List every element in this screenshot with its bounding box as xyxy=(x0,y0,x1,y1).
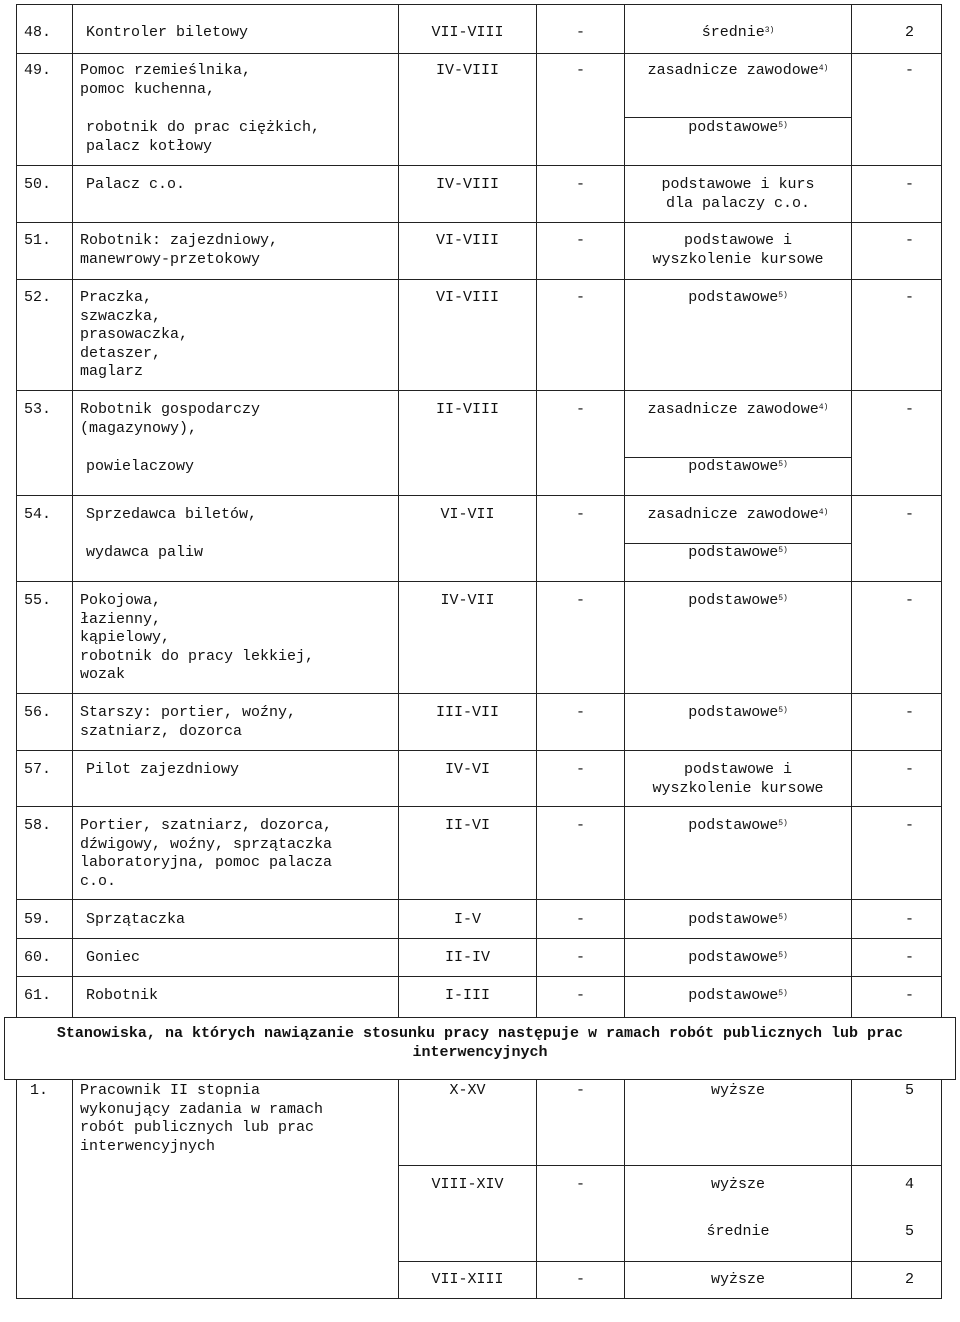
footnote-ref: 4) xyxy=(818,508,829,517)
experience-cell: 5 xyxy=(904,1082,914,1099)
grade-range: II-VI xyxy=(444,817,490,834)
row-number: 50. xyxy=(24,176,52,193)
grid-line xyxy=(16,279,942,280)
dash-cell: - xyxy=(575,704,585,721)
grade-range: VIII-XIV xyxy=(431,1176,504,1193)
footnote-ref: 5) xyxy=(778,546,788,555)
grade-range: X-XV xyxy=(449,1082,486,1099)
footnote-ref: 4) xyxy=(818,403,829,412)
grid-line xyxy=(16,976,942,977)
grid-line xyxy=(16,165,942,166)
experience-cell: - xyxy=(904,289,914,306)
position-name-sub: wydawca paliw xyxy=(86,544,204,561)
dash-cell: - xyxy=(575,62,585,79)
experience-cell: - xyxy=(904,401,914,418)
footnote-ref: 5) xyxy=(778,819,788,828)
position-name-sub: robotnik do prac ciężkich, palacz kotłowy xyxy=(86,119,321,155)
education-text: podstawowe xyxy=(688,949,779,966)
education-cell: podstawowe i wyszkolenie kursowe xyxy=(652,761,824,797)
grade-range: VI-VII xyxy=(440,506,495,523)
education-cell xyxy=(625,817,851,836)
grid-line xyxy=(16,390,942,391)
education-cell xyxy=(625,401,851,420)
grid-line xyxy=(16,1079,17,1299)
dash-cell: - xyxy=(575,1176,585,1193)
grid-line xyxy=(16,53,942,54)
position-name: Robotnik gospodarczy (magazynowy), xyxy=(80,401,261,437)
row-number: 54. xyxy=(24,506,52,523)
experience-cell: - xyxy=(904,704,914,721)
grid-line xyxy=(16,938,942,939)
grid-line xyxy=(4,1079,956,1080)
position-name: Pokojowa, łazienny, kąpielowy, robotnik do pracy lekkiej, wozak xyxy=(80,592,315,683)
row-number: 48. xyxy=(24,24,52,41)
dash-cell: - xyxy=(575,506,585,523)
education-cell-sub xyxy=(625,119,851,138)
education-text: zasadnicze zawodowe xyxy=(647,401,819,418)
education-cell xyxy=(625,592,851,611)
dash-cell: - xyxy=(575,817,585,834)
dash-cell: - xyxy=(575,176,585,193)
education-text: podstawowe xyxy=(688,544,779,561)
position-name: Portier, szatniarz, dozorca, dźwigowy, woźny, sprzątaczka laboratoryjna, pomoc palacza c.o. xyxy=(80,817,333,890)
position-name-sub: powielaczowy xyxy=(86,458,195,475)
education-cell-sub xyxy=(625,458,851,477)
experience-cell: - xyxy=(904,761,914,778)
footnote-ref: 5) xyxy=(778,291,788,300)
education-cell xyxy=(625,704,851,723)
dash-cell: - xyxy=(575,949,585,966)
row-number: 56. xyxy=(24,704,52,721)
education-cell-sub xyxy=(625,544,851,563)
experience-cell: - xyxy=(904,949,914,966)
education-cell xyxy=(625,289,851,308)
experience-cell: 5 xyxy=(904,1223,914,1240)
footnote-ref: 5) xyxy=(778,989,788,998)
footnote-ref: 5) xyxy=(778,913,788,922)
grid-line xyxy=(72,4,73,1018)
education-text: podstawowe xyxy=(688,704,779,721)
education-text: zasadnicze zawodowe xyxy=(647,62,819,79)
position-name: Sprzątaczka xyxy=(86,911,186,928)
education-text: zasadnicze zawodowe xyxy=(647,506,819,523)
dash-cell: - xyxy=(575,987,585,1004)
education-cell xyxy=(625,24,851,43)
experience-cell: 4 xyxy=(904,1176,914,1193)
position-name: Starszy: portier, woźny, szatniarz, dozorca xyxy=(80,704,297,740)
position-name: Pomoc rzemieślnika, pomoc kuchenna, xyxy=(80,62,252,98)
position-name: Robotnik: zajezdniowy, manewrowy-przetokowy xyxy=(80,232,279,268)
row-number: 53. xyxy=(24,401,52,418)
grid-line xyxy=(941,1079,942,1299)
position-name: Goniec xyxy=(86,949,141,966)
dash-cell: - xyxy=(575,24,585,41)
education-text: podstawowe xyxy=(688,911,779,928)
grid-line xyxy=(16,899,942,900)
row-number: 60. xyxy=(24,949,52,966)
footnote-ref: 5) xyxy=(778,460,788,469)
grid-line xyxy=(941,4,942,1018)
grid-line xyxy=(16,1298,942,1299)
footnote-ref: 5) xyxy=(778,951,788,960)
grid-line xyxy=(16,4,942,5)
education-cell: wyższe xyxy=(710,1082,765,1099)
footnote-ref: 4) xyxy=(818,64,829,73)
experience-cell: 2 xyxy=(904,24,914,41)
grid-line xyxy=(16,693,942,694)
grid-line xyxy=(16,222,942,223)
education-cell: wyższe xyxy=(710,1271,765,1288)
education-cell: podstawowe i wyszkolenie kursowe xyxy=(652,232,824,268)
section-header: Stanowiska, na których nawiązanie stosunku pracy następuje w ramach robót publicznych lub prac interwencyjnych xyxy=(56,1025,904,1061)
grid-line xyxy=(16,4,17,1018)
dash-cell: - xyxy=(575,761,585,778)
position-name: Sprzedawca biletów, xyxy=(86,506,258,523)
dash-cell: - xyxy=(575,1082,585,1099)
grid-line xyxy=(955,1017,956,1080)
education-text: podstawowe xyxy=(688,592,779,609)
grade-range: I-III xyxy=(444,987,490,1004)
grade-range: IV-VIII xyxy=(435,176,499,193)
row-number: 58. xyxy=(24,817,52,834)
dash-cell: - xyxy=(575,911,585,928)
dash-cell: - xyxy=(575,1271,585,1288)
education-cell xyxy=(625,987,851,1006)
experience-cell: - xyxy=(904,176,914,193)
experience-cell: 2 xyxy=(904,1271,914,1288)
row-number: 59. xyxy=(24,911,52,928)
grid-line xyxy=(16,581,942,582)
dash-cell: - xyxy=(575,232,585,249)
grade-range: IV-VIII xyxy=(435,62,499,79)
grade-range: IV-VI xyxy=(444,761,490,778)
experience-cell: - xyxy=(904,506,914,523)
position-name: Pilot zajezdniowy xyxy=(86,761,240,778)
experience-cell: - xyxy=(904,232,914,249)
education-text: podstawowe xyxy=(688,289,779,306)
row-number: 61. xyxy=(24,987,52,1004)
grid-line xyxy=(72,1079,73,1299)
row-number: 52. xyxy=(24,289,52,306)
experience-cell: - xyxy=(904,592,914,609)
dash-cell: - xyxy=(575,401,585,418)
position-name: Robotnik xyxy=(86,987,159,1004)
row-number: 51. xyxy=(24,232,52,249)
grid-line xyxy=(398,1165,942,1166)
dash-cell: - xyxy=(575,289,585,306)
education-cell xyxy=(625,911,851,930)
position-name: Kontroler biletowy xyxy=(86,24,249,41)
grid-line xyxy=(624,117,851,118)
grade-range: II-VIII xyxy=(435,401,499,418)
row-number: 55. xyxy=(24,592,52,609)
education-text: podstawowe xyxy=(688,458,779,475)
position-name: Pracownik II stopnia wykonujący zadania w ramach robót publicznych lub prac interwencyjnych xyxy=(80,1082,324,1155)
education-text: podstawowe xyxy=(688,817,779,834)
grade-range: VII-VIII xyxy=(431,24,504,41)
grid-line xyxy=(16,750,942,751)
education-cell xyxy=(625,949,851,968)
grade-range: VI-VIII xyxy=(435,289,499,306)
experience-cell: - xyxy=(904,62,914,79)
grid-line xyxy=(398,1261,942,1262)
footnote-ref: 5) xyxy=(778,121,788,130)
dash-cell: - xyxy=(575,592,585,609)
grade-range: IV-VII xyxy=(440,592,495,609)
grade-range: VII-XIII xyxy=(431,1271,504,1288)
education-text: średnie xyxy=(701,24,765,41)
grade-range: II-IV xyxy=(444,949,490,966)
grade-range: III-VII xyxy=(435,704,499,721)
education-cell: średnie xyxy=(706,1223,770,1240)
grid-line xyxy=(16,495,942,496)
grade-range: VI-VIII xyxy=(435,232,499,249)
position-name: Praczka, szwaczka, prasowaczka, detaszer, maglarz xyxy=(80,289,189,380)
education-cell xyxy=(625,506,851,525)
grid-line xyxy=(16,806,942,807)
education-cell xyxy=(625,62,851,81)
footnote-ref: 5) xyxy=(778,594,788,603)
grade-range: I-V xyxy=(453,911,481,928)
education-cell: wyższe xyxy=(710,1176,765,1193)
footnote-ref: 5) xyxy=(778,706,788,715)
grid-line xyxy=(4,1017,956,1018)
experience-cell: - xyxy=(904,987,914,1004)
row-number: 1. xyxy=(30,1082,49,1099)
position-name: Palacz c.o. xyxy=(86,176,186,193)
experience-cell: - xyxy=(904,911,914,928)
education-cell: podstawowe i kurs dla palaczy c.o. xyxy=(661,176,815,212)
row-number: 49. xyxy=(24,62,52,79)
footnote-ref: 3) xyxy=(764,26,775,35)
education-text: podstawowe xyxy=(688,119,779,136)
row-number: 57. xyxy=(24,761,52,778)
education-text: podstawowe xyxy=(688,987,779,1004)
experience-cell: - xyxy=(904,817,914,834)
